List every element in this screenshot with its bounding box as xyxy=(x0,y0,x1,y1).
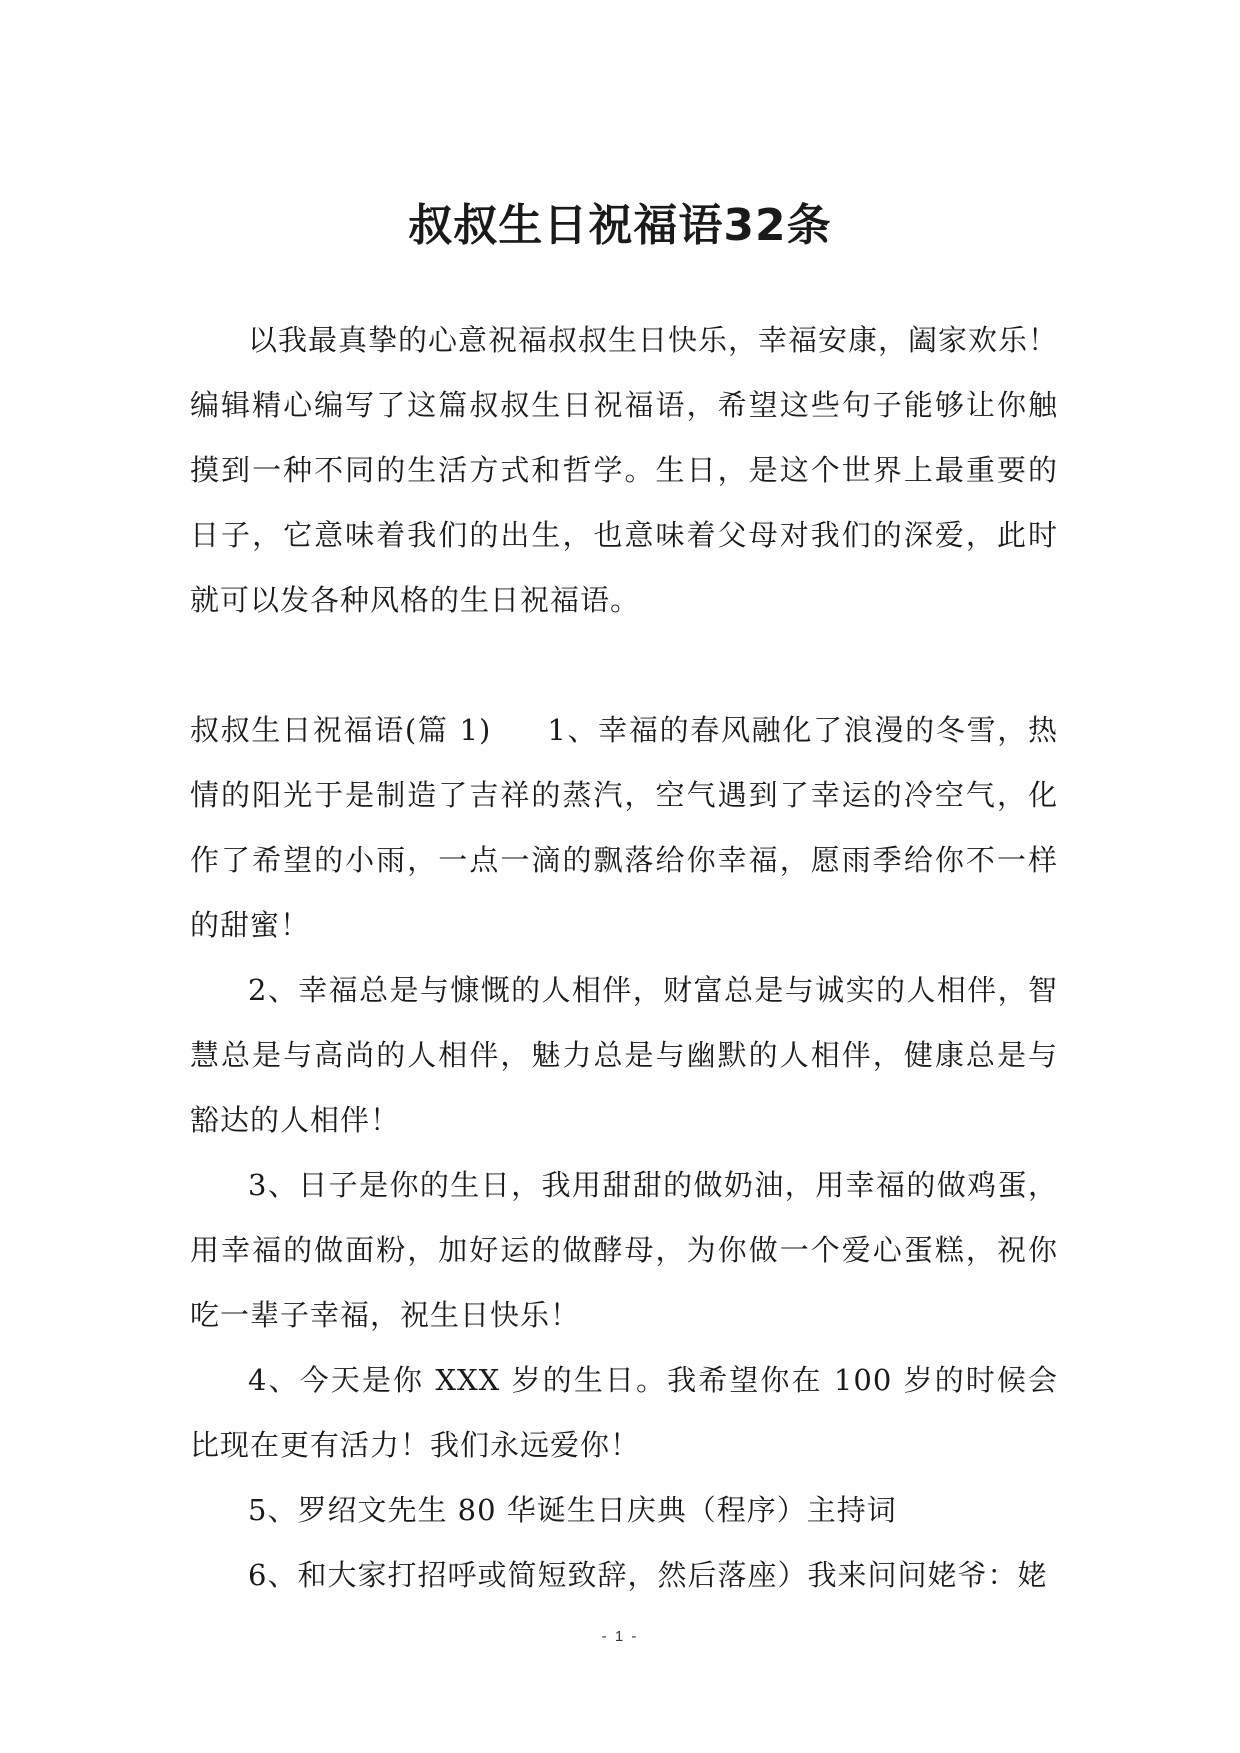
list-item-5: 5、罗绍文先生 80 华诞生日庆典（程序）主持词 xyxy=(248,1493,897,1527)
list-item-3: 3、日子是你的生日，我用甜甜的做奶油，用幸福的做鸡蛋，用幸福的做面粉，加好运的做酵母，为你做一个爱心蛋糕，祝你吃一辈子幸福，祝生日快乐！ xyxy=(190,1168,1058,1332)
section-first-paragraph xyxy=(190,698,1058,958)
page-number: - 1 - xyxy=(601,1628,639,1645)
document-title: 叔叔生日祝福语32条 xyxy=(408,200,832,251)
paragraph-spacer xyxy=(190,633,1058,698)
document-body xyxy=(190,308,1058,1608)
list-item-2: 2、幸福总是与慷慨的人相伴，财富总是与诚实的人相伴，智慧总是与高尚的人相伴，魅力总是与幽默的人相伴，健康总是与豁达的人相伴！ xyxy=(190,973,1058,1137)
intro-paragraph: 以我最真挚的心意祝福叔叔生日快乐，幸福安康，阖家欢乐！编辑精心编写了这篇叔叔生日祝福语，希望这些句子能够让你触摸到一种不同的生活方式和哲学。生日，是这个世界上最重要的日子，它意味着我们的出生，也意味着父母对我们的深爱，此时就可以发各种风格的生日祝福语。 xyxy=(190,323,1059,617)
list-item-6: 6、和大家打招呼或简短致辞，然后落座）我来问问姥爷：姥 xyxy=(248,1558,1048,1592)
list-item-4: 4、今天是你 XXX 岁的生日。我希望你在 100 岁的时候会比现在更有活力！我们永远爱你！ xyxy=(190,1363,1058,1462)
section-heading: 叔叔生日祝福语(篇 1) xyxy=(190,713,492,747)
list-item-1: 1、幸福的春风融化了浪漫的冬雪，热情的阳光于是制造了吉祥的蒸汽，空气遇到了幸运的冷空气，化作了希望的小雨，一点一滴的飘落给你幸福，愿雨季给你不一样的甜蜜！ xyxy=(190,713,1058,942)
